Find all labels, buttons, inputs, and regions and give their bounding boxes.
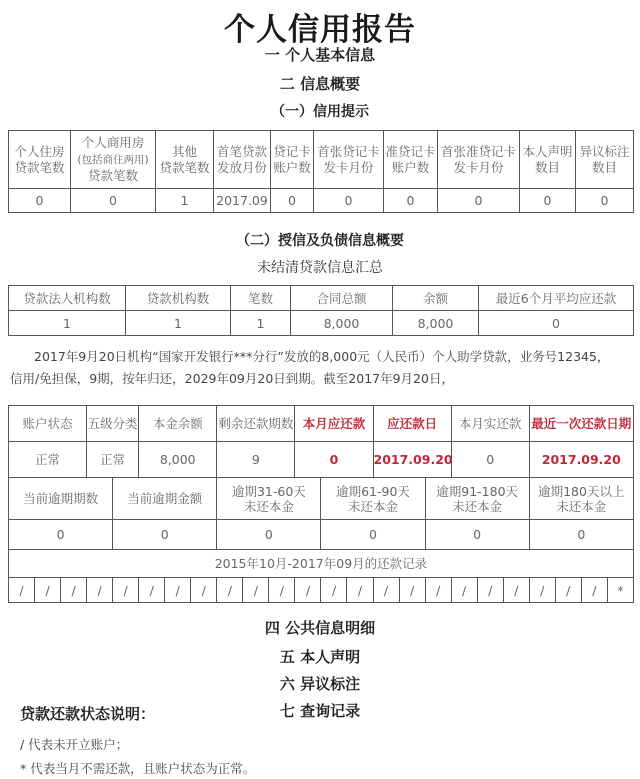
legend-item-star: * 代表当月不需还款，且账户状态为正常。 <box>20 761 256 776</box>
cell-text: 1 <box>180 193 189 208</box>
overdue-value <box>529 520 633 550</box>
cell-text: / <box>227 582 232 598</box>
cell-text: / <box>19 582 24 598</box>
loan-detail-header <box>529 406 633 442</box>
cell-text: / <box>409 582 415 598</box>
cell-text: / <box>253 582 258 598</box>
cell-text: 0 <box>600 193 609 208</box>
overdue-value <box>425 520 529 550</box>
cell-text: 本金余额 <box>152 416 203 431</box>
cell-text: 其他 <box>171 143 197 159</box>
cell-text: 最近一次还款日期 <box>531 416 632 431</box>
credit-hints-value <box>576 189 634 213</box>
cell-text: 本人声明 <box>522 143 573 159</box>
credit-hints-header <box>384 131 438 189</box>
loan-summary-header <box>231 286 291 311</box>
section-self-statement: 五 本人声明 <box>279 648 361 666</box>
loan-summary-header <box>479 286 634 311</box>
loan-description-line2: 信用/免担保，9期，按年归还，2029年09月20日到期。截至2017年9月20日， <box>10 371 454 386</box>
repayment-history-month <box>61 578 87 603</box>
loan-detail-value <box>9 442 87 478</box>
cell-text: / <box>149 582 154 598</box>
cell-text: 0 <box>109 193 117 208</box>
credit-hints-value <box>314 189 384 213</box>
cell-text: 9 <box>251 452 260 467</box>
credit-hints-table <box>8 130 634 213</box>
repayment-history-month <box>373 578 399 603</box>
cell-text: 0 <box>264 527 273 542</box>
cell-text: 账户数 <box>273 159 311 175</box>
credit-hints-header <box>156 131 214 189</box>
cell-text: 逾期31-60天 <box>231 483 306 499</box>
repayment-history-month <box>321 578 347 603</box>
loan-detail-header <box>451 406 529 442</box>
overdue-value <box>9 520 113 550</box>
credit-hints-value <box>214 189 271 213</box>
cell-text: 当前逾期金额 <box>127 491 203 506</box>
loan-detail-table <box>8 405 634 603</box>
overdue-header <box>113 478 217 520</box>
cell-text: 8,000 <box>323 315 360 331</box>
cell-text: 剩余还款期数 <box>218 416 294 431</box>
cell-text: / <box>540 582 545 598</box>
loan-detail-header <box>9 406 87 442</box>
loan-detail-value <box>529 442 633 478</box>
repayment-history-month <box>243 578 269 603</box>
cell-text: 2015年10月-2017年09月的还款记录 <box>214 556 428 571</box>
loan-summary-header <box>393 286 479 311</box>
cell-text: / <box>45 582 50 598</box>
cell-text: / <box>331 582 337 598</box>
section-credit-debt-summary: （二）授信及负债信息概要 <box>236 233 404 249</box>
overdue-value <box>217 520 321 550</box>
cell-text: 逾期61-90天 <box>336 483 410 499</box>
cell-text: / <box>435 582 441 598</box>
overdue-header <box>9 478 113 520</box>
cell-text: 2017.09.20 <box>541 452 621 467</box>
cell-text: 0 <box>406 193 415 208</box>
cell-text: 0 <box>577 527 586 542</box>
cell-text: 贷款笔数 <box>159 159 210 175</box>
cell-text: 发卡月份 <box>323 159 374 175</box>
loan-detail-header <box>217 406 295 442</box>
cell-text: / <box>305 582 311 598</box>
repayment-history-month <box>35 578 61 603</box>
repayment-history-month <box>607 578 633 603</box>
cell-text: 账户状态 <box>22 416 73 431</box>
overdue-value <box>113 520 217 550</box>
cell-text: 未还本金 <box>348 498 399 514</box>
cell-text: 1 <box>256 315 265 331</box>
cell-text: 0 <box>473 527 482 542</box>
cell-text: 准贷记卡 <box>385 143 436 159</box>
cell-text: 本月实还款 <box>458 416 522 431</box>
loan-summary-value <box>291 311 393 336</box>
credit-hints-value <box>271 189 314 213</box>
cell-text: 0 <box>474 193 483 208</box>
credit-hints-header <box>438 131 520 189</box>
cell-text: 余额 <box>422 290 448 306</box>
cell-text: / <box>592 582 597 598</box>
cell-text: 1 <box>174 315 182 331</box>
cell-text: 2017.09.20 <box>373 452 453 467</box>
cell-text: * <box>617 582 624 598</box>
credit-hints-value <box>384 189 438 213</box>
loan-detail-value <box>451 442 529 478</box>
loan-summary-value <box>9 311 126 336</box>
cell-text: 五级分类 <box>87 416 138 431</box>
repayment-history-month <box>503 578 529 603</box>
cell-text: 数目 <box>591 159 617 175</box>
cell-text: 个人商用房 <box>81 135 145 150</box>
cell-text: 未还本金 <box>243 498 294 514</box>
cell-text: 笔数 <box>247 290 273 306</box>
section-public-info: 四 公共信息明细 <box>264 619 376 637</box>
credit-hints-header <box>314 131 384 189</box>
cell-text: / <box>97 582 102 598</box>
cell-text: 0 <box>486 452 495 467</box>
cell-text: 首张贷记卡 <box>317 143 380 159</box>
unsettled-loan-summary-title: 未结清贷款信息汇总 <box>257 260 383 276</box>
cell-text: 数目 <box>534 159 560 175</box>
repayment-history-month <box>555 578 581 603</box>
cell-text: / <box>488 582 493 598</box>
cell-text: 逾期180天以上 <box>538 483 625 499</box>
loan-description-line1: 2017年9月20日机构“国家开发银行***分行”发放的8,000元（人民币）个人助学贷款，业务号12345， <box>34 349 610 364</box>
cell-text: 正常 <box>100 452 126 467</box>
repayment-history-month <box>217 578 243 603</box>
cell-text: 0 <box>344 193 353 208</box>
cell-text: 贷记卡 <box>273 143 311 159</box>
cell-text: / <box>383 582 389 598</box>
cell-text: 最近6个月平均应还款 <box>495 290 617 306</box>
repayment-history-month <box>477 578 503 603</box>
cell-text: / <box>175 582 180 598</box>
section-basic-info: 一 个人基本信息 <box>264 46 376 64</box>
repayment-history-month <box>87 578 113 603</box>
repayment-history-month <box>113 578 139 603</box>
section-query-records: 七 查询记录 <box>279 702 361 720</box>
repayment-history-month <box>139 578 165 603</box>
section-credit-hints: （一）信用提示 <box>271 104 369 120</box>
cell-text: 首张准贷记卡 <box>440 143 516 159</box>
loan-detail-header <box>295 406 373 442</box>
cell-text: 发卡月份 <box>453 159 504 175</box>
cell-text: 合同总额 <box>316 290 367 306</box>
cell-text: 1 <box>63 315 71 331</box>
loan-summary-header <box>126 286 231 311</box>
cell-text: 8,000 <box>159 452 196 467</box>
credit-hints-value <box>520 189 576 213</box>
cell-text: 0 <box>329 452 339 467</box>
cell-text: 当前逾期期数 <box>23 491 99 506</box>
credit-hints-value <box>71 189 156 213</box>
cell-text: 贷款笔数 <box>14 159 65 175</box>
legend-title: 贷款还款状态说明： <box>20 705 156 723</box>
cell-text: / <box>357 582 363 598</box>
cell-text: 8,000 <box>417 315 454 331</box>
cell-text: / <box>71 582 76 598</box>
cell-text: 未还本金 <box>452 498 503 514</box>
repayment-history-month <box>581 578 607 603</box>
cell-text: 发放月份 <box>216 159 267 175</box>
repayment-history-month <box>9 578 35 603</box>
cell-text: 个人住房 <box>14 143 65 159</box>
cell-text: / <box>462 582 467 598</box>
legend-item-slash: / 代表未开立账户； <box>20 737 129 752</box>
cell-text: 正常 <box>35 452 61 467</box>
loan-detail-value <box>217 442 295 478</box>
overdue-header <box>529 478 633 520</box>
cell-text: 0 <box>552 315 560 331</box>
cell-text: / <box>566 582 571 598</box>
repayment-history-month <box>347 578 373 603</box>
cell-text: 本月应还款 <box>302 416 366 431</box>
cell-text: 逾期91-180天 <box>436 483 519 499</box>
section-dispute: 六 异议标注 <box>279 675 361 693</box>
repayment-history-month <box>165 578 191 603</box>
loan-detail-value <box>373 442 451 478</box>
cell-text: / <box>201 582 206 598</box>
cell-text: / <box>279 582 284 598</box>
cell-text: 0 <box>160 527 169 542</box>
repayment-history-month <box>269 578 295 603</box>
loan-detail-header <box>139 406 217 442</box>
repayment-history-month <box>451 578 477 603</box>
loan-summary-header <box>9 286 126 311</box>
loan-detail-value <box>87 442 139 478</box>
repayment-history-month <box>425 578 451 603</box>
credit-hints-value <box>156 189 214 213</box>
repayment-history-month <box>529 578 555 603</box>
loan-summary-value <box>231 311 291 336</box>
loan-summary-value <box>126 311 231 336</box>
loan-detail-header <box>373 406 451 442</box>
section-summary: 二 信息概要 <box>279 75 361 93</box>
cell-text: 0 <box>288 193 296 208</box>
credit-hints-header <box>576 131 634 189</box>
loan-summary-header <box>291 286 393 311</box>
loan-summary-table <box>8 285 634 336</box>
cell-text: 首笔贷款 <box>216 143 267 159</box>
cell-text: 2017.09 <box>216 193 268 208</box>
loan-detail-value <box>139 442 217 478</box>
repayment-history-month <box>295 578 321 603</box>
credit-hints-header <box>71 131 156 189</box>
cell-text: 异议标注 <box>579 143 630 159</box>
cell-text: 账户数 <box>391 159 430 175</box>
overdue-value <box>321 520 425 550</box>
cell-text: 贷款笔数 <box>87 168 138 183</box>
cell-text: (包括商住两用) <box>77 154 149 166</box>
cell-text: 0 <box>56 527 65 542</box>
cell-text: 贷款机构数 <box>146 290 210 306</box>
repayment-history-month <box>191 578 217 603</box>
cell-text: 未还本金 <box>556 498 607 514</box>
cell-text: 0 <box>369 527 377 542</box>
credit-hints-header <box>214 131 271 189</box>
credit-hints-value <box>438 189 520 213</box>
credit-hints-header <box>271 131 314 189</box>
loan-detail-header <box>87 406 139 442</box>
credit-hints-value <box>9 189 71 213</box>
loan-summary-value <box>393 311 479 336</box>
report-title: 个人信用报告 <box>224 12 416 48</box>
overdue-header <box>321 478 425 520</box>
overdue-header <box>425 478 529 520</box>
loan-summary-value <box>479 311 634 336</box>
cell-text: / <box>123 582 128 598</box>
cell-text: 0 <box>35 193 44 208</box>
cell-text: / <box>514 582 519 598</box>
cell-text: 0 <box>543 193 552 208</box>
credit-hints-header <box>520 131 576 189</box>
repayment-history-title <box>9 550 634 578</box>
cell-text: 贷款法人机构数 <box>23 290 111 306</box>
credit-hints-header <box>9 131 71 189</box>
overdue-header <box>217 478 321 520</box>
repayment-history-month <box>399 578 425 603</box>
loan-detail-value <box>295 442 373 478</box>
cell-text: 应还款日 <box>387 416 438 431</box>
